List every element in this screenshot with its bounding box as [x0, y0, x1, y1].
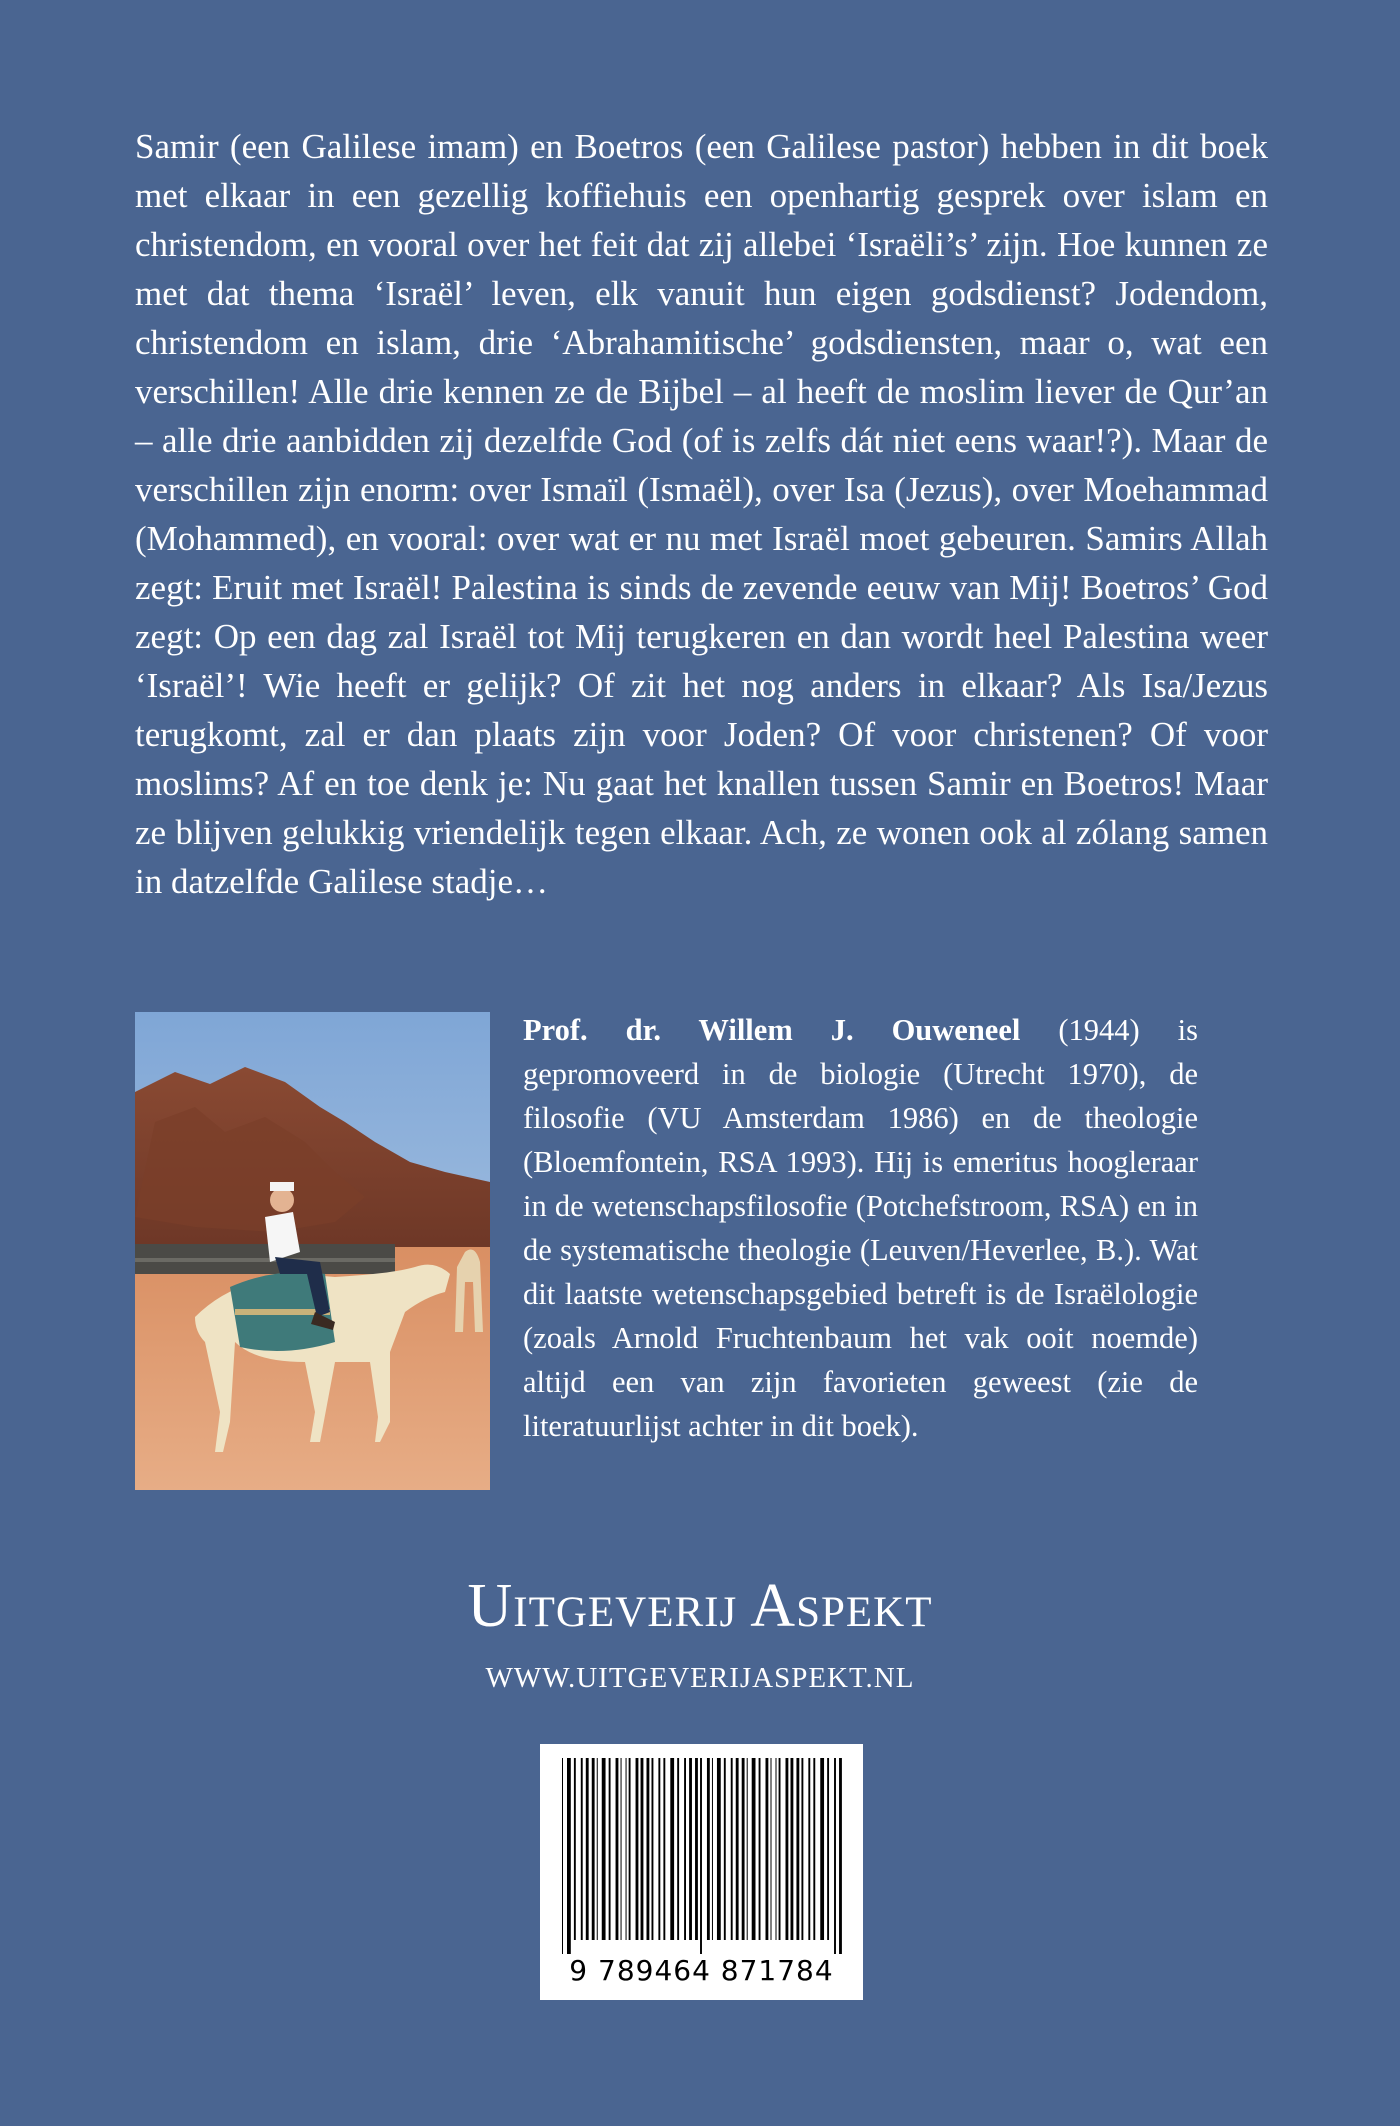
barcode-bar — [562, 1758, 563, 1954]
barcode-digits: 9 789464 871784 — [569, 1954, 834, 1987]
barcode-bar — [712, 1758, 713, 1940]
barcode-bar — [592, 1758, 595, 1940]
barcode-bars — [540, 1744, 863, 1954]
barcode-bar — [736, 1758, 739, 1940]
barcode-bar — [731, 1758, 733, 1940]
back-cover-blurb: Samir (een Galilese imam) en Boetros (een Galilese pastor) hebben in dit boek met elkaar in een gezellig koffiehuis een openhartig gesprek over islam en christendom, en vooral over het feit dat zij allebei ‘Israëli’s’ zijn. Hoe kunnen ze met dat thema ‘Israël’ leven, elk vanuit hun eigen godsdienst? Jodendom, christendom en islam, drie ‘Abrahamitische’ godsdiensten, maar o, wat een verschillen! Alle drie kennen ze de Bijbel – al heeft de moslim liever de Qur’an – alle drie aanbidden zij dezelfde God (of is zelfs dát niet eens waar!?). Maar de verschillen zijn enorm: over Ismaïl (Ismaël), over Isa (Jezus), over Moehammad (Mohammed), en vooral: over wat er nu met Israël moet gebeuren. Samirs Allah zegt: Eruit met Israël! Palestina is sinds de zevende eeuw van Mij! Boetros’ God zegt: Op een dag zal Israël tot Mij terugkeren en dan wordt heel Palestina weer ‘Israël’! Wie heeft er gelijk? Of zit het nog anders in elkaar? Als Isa/Jezus terugkomt, zal er dan plaats zijn voor Joden? Of voor christenen? Of voor moslims? Af en toe denk je: Nu gaat het knallen tussen Samir en Boetros! Maar ze blijven gelukkig vriendelijk tegen elkaar. Ach, ze wonen ook al zólang samen in datzelfde Galilese stadje… — [135, 127, 1268, 901]
barcode-bar — [779, 1758, 781, 1940]
barcode-bar — [616, 1758, 619, 1940]
barcode-bar — [695, 1758, 698, 1940]
publisher-website: WWW.UITGEVERIJASPEKT.NL — [485, 1662, 915, 1694]
publisher-name: Uitgeverij Aspekt — [467, 1572, 933, 1640]
barcode-bar — [652, 1758, 654, 1940]
author-bio — [523, 1008, 1198, 1448]
barcode-bar — [670, 1758, 674, 1940]
barcode-bar — [574, 1758, 576, 1940]
barcode-bar — [609, 1758, 611, 1940]
barcode-bar — [567, 1758, 571, 1954]
barcode-bar — [839, 1758, 842, 1954]
barcode-bar — [684, 1758, 686, 1940]
barcode-bar — [626, 1758, 627, 1940]
barcode-bar — [791, 1758, 794, 1940]
barcode-bar — [759, 1758, 761, 1940]
barcode-bar — [700, 1758, 702, 1954]
barcode-bar — [801, 1758, 803, 1940]
barcode-bar — [827, 1758, 829, 1940]
barcode-bar — [602, 1758, 606, 1940]
barcode-bar — [766, 1758, 769, 1940]
barcode-bar — [796, 1758, 799, 1940]
barcode-bar — [834, 1758, 836, 1954]
barcode-bar — [752, 1758, 756, 1940]
barcode-bar — [786, 1758, 789, 1940]
barcode-bar — [776, 1758, 777, 1940]
barcode-bar — [581, 1758, 583, 1940]
barcode-bar — [647, 1758, 650, 1940]
barcode-bar — [663, 1758, 665, 1940]
barcode-bar — [724, 1758, 726, 1940]
barcode-bar — [597, 1758, 598, 1940]
barcode-bar — [641, 1758, 644, 1940]
barcode-bar — [808, 1758, 810, 1940]
barcode-bar — [677, 1758, 679, 1940]
barcode-bar — [586, 1758, 589, 1940]
barcode-bar — [717, 1758, 721, 1940]
author-name: Prof. dr. Willem J. Ouweneel — [523, 1013, 1021, 1047]
barcode-bar — [629, 1758, 631, 1940]
barcode-bar — [621, 1758, 622, 1940]
author-photo — [135, 1012, 490, 1490]
barcode-bar — [658, 1758, 660, 1940]
barcode-bar — [689, 1758, 692, 1940]
barcode-bar — [707, 1758, 710, 1940]
author-section — [135, 1012, 1198, 1492]
isbn-barcode — [540, 1744, 863, 2000]
author-bio-text: (1944) is gepromoveerd in de biologie (Utrecht 1970), de filosofie (VU Amsterdam 1986) en de theologie (Bloemfontein, RSA 1993). Hij is emeritus hoogleraar in de wetenschapsfilosofie (Potchefstroom, RSA) en in de systematische theologie (Leuven/Heverlee, B.). Wat dit laatste wetenschapsgebied betreft is de Israëlologie (zoals Arnold Fruchtenbaum het vak ooit noemde) altijd een van zijn favorieten geweest (zie de literatuurlijst achter in dit boek). — [523, 1013, 1198, 1443]
barcode-bar — [636, 1758, 639, 1940]
barcode-bar — [742, 1758, 745, 1940]
barcode-bar — [747, 1758, 748, 1940]
barcode-bar — [771, 1758, 772, 1940]
barcode-bar — [820, 1758, 824, 1940]
barcode-bar — [813, 1758, 815, 1940]
